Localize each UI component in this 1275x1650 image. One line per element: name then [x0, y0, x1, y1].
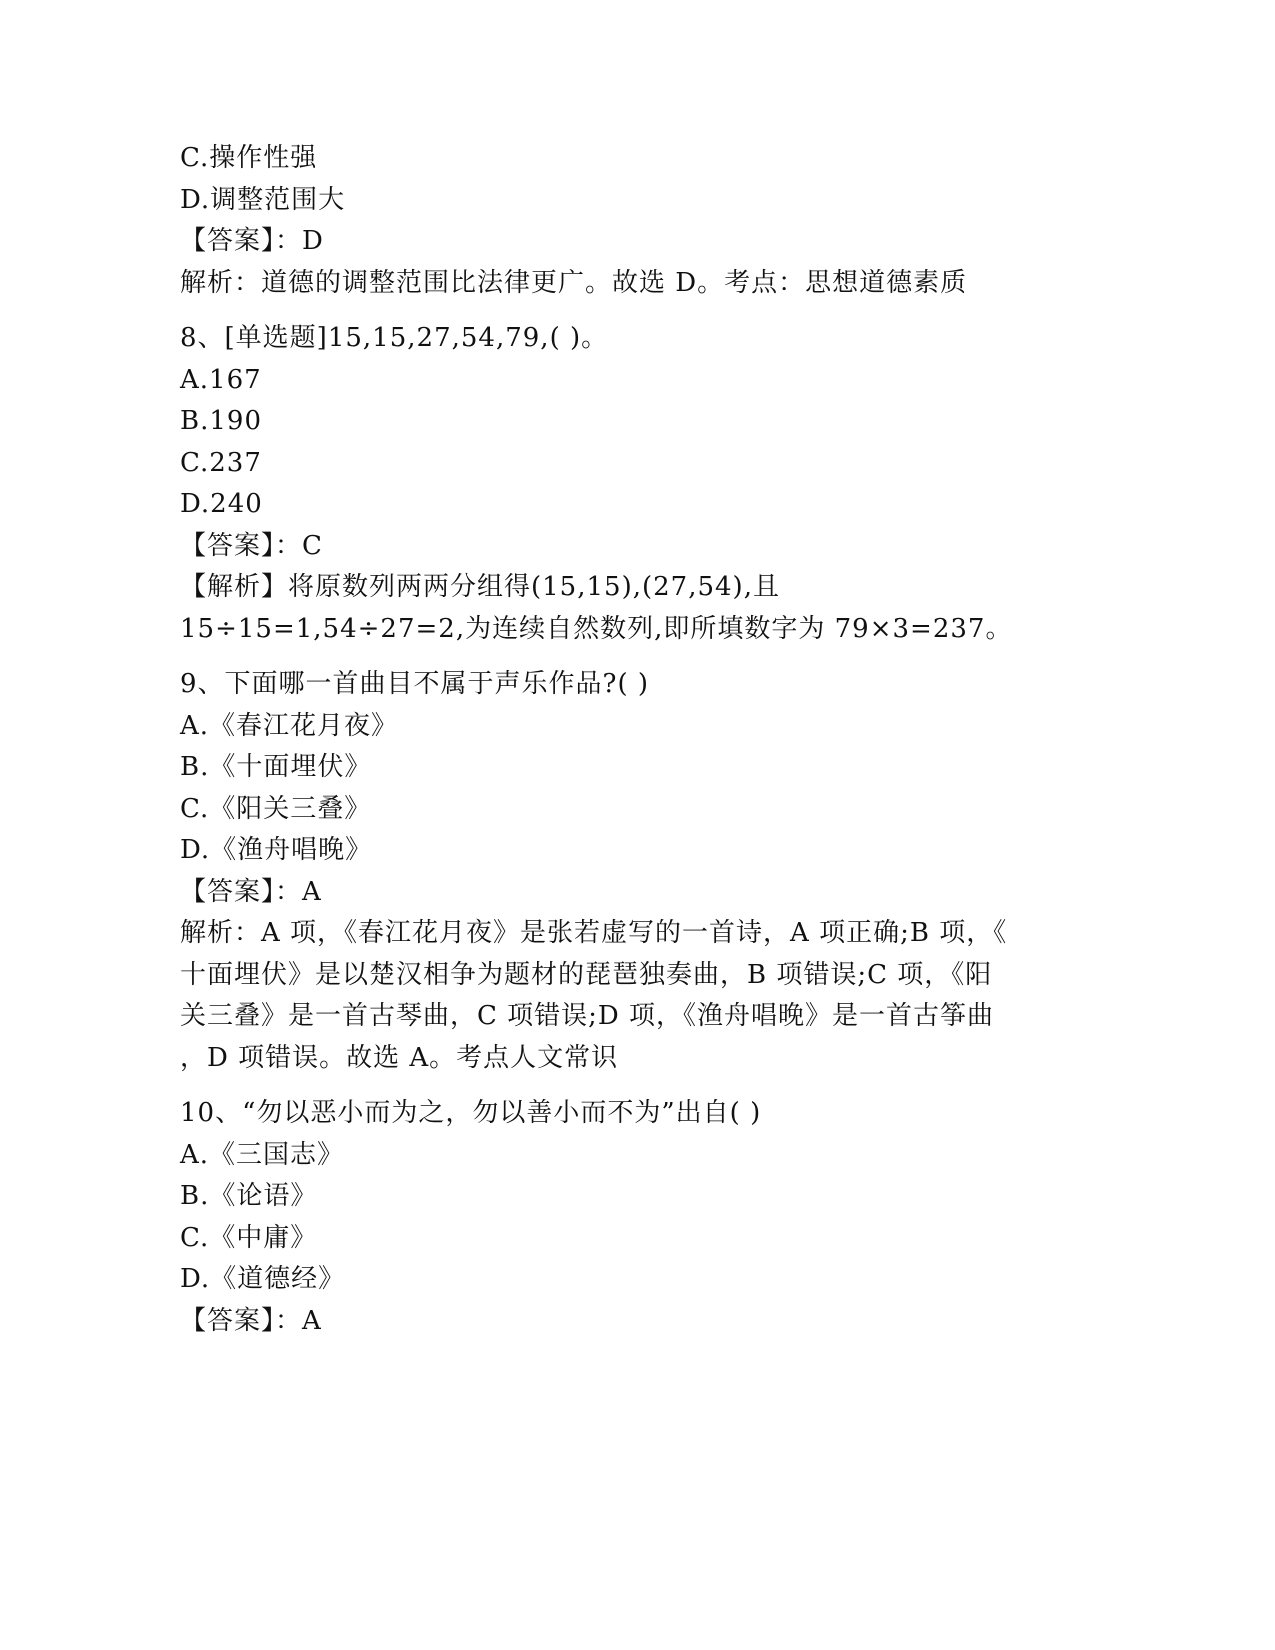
option-d: D.调整范围大 — [180, 184, 346, 215]
option-d: D.《渔舟唱晚》 — [180, 835, 373, 865]
question-stem: 9、下面哪一首曲目不属于声乐作品?( ) — [180, 669, 650, 699]
exam-document — [180, 138, 1060, 1342]
option-c: C.操作性强 — [180, 143, 318, 173]
answer: 【答案】：D — [180, 226, 324, 256]
question-10 — [180, 1093, 1060, 1342]
question-stem: 8、[单选题]15,15,27,54,79,( )。 — [180, 323, 609, 353]
option-c: C.237 — [180, 447, 262, 478]
option-a: A.《春江花月夜》 — [180, 710, 399, 741]
analysis-line: 解析：A 项，《春江花月夜》是张若虚写的一首诗，A 项正确;B 项，《 — [180, 918, 1008, 948]
analysis-line: 【解析】将原数列两两分组得(15,15),(27,54),且 — [180, 572, 780, 602]
option-a: A.《三国志》 — [180, 1139, 345, 1170]
option-b: B.190 — [180, 406, 262, 436]
answer: 【答案】：A — [180, 1305, 322, 1336]
option-b: B.《论语》 — [180, 1181, 318, 1211]
option-a: A.167 — [180, 364, 262, 395]
option-d: D.240 — [180, 489, 263, 519]
analysis-line: 解析：道德的调整范围比法律更广。故选 D。考点：思想道德素质 — [180, 267, 968, 298]
option-d: D.《道德经》 — [180, 1264, 346, 1294]
answer: 【答案】：C — [180, 530, 323, 561]
question-9 — [180, 664, 1060, 1079]
analysis-line: ，D 项错误。故选 A。考点人文常识 — [180, 1042, 619, 1073]
option-c: C.《中庸》 — [180, 1222, 318, 1253]
option-c: C.《阳关三叠》 — [180, 793, 372, 824]
question-7-continuation — [180, 138, 1060, 304]
answer: 【答案】：A — [180, 876, 322, 907]
analysis-line: 十面埋伏》是以楚汉相争为题材的琵琶独奏曲，B 项错误;C 项，《阳 — [180, 959, 993, 990]
analysis-line: 15÷15=1,54÷27=2,为连续自然数列,即所填数字为 79×3=237。 — [180, 613, 1013, 644]
analysis-line: 关三叠》是一首古琴曲，C 项错误;D 项，《渔舟唱晚》是一首古筝曲 — [180, 1001, 995, 1031]
question-8 — [180, 318, 1060, 650]
question-stem: 10、“勿以恶小而为之，勿以善小而不为”出自( ) — [180, 1098, 762, 1128]
option-b: B.《十面埋伏》 — [180, 752, 372, 782]
